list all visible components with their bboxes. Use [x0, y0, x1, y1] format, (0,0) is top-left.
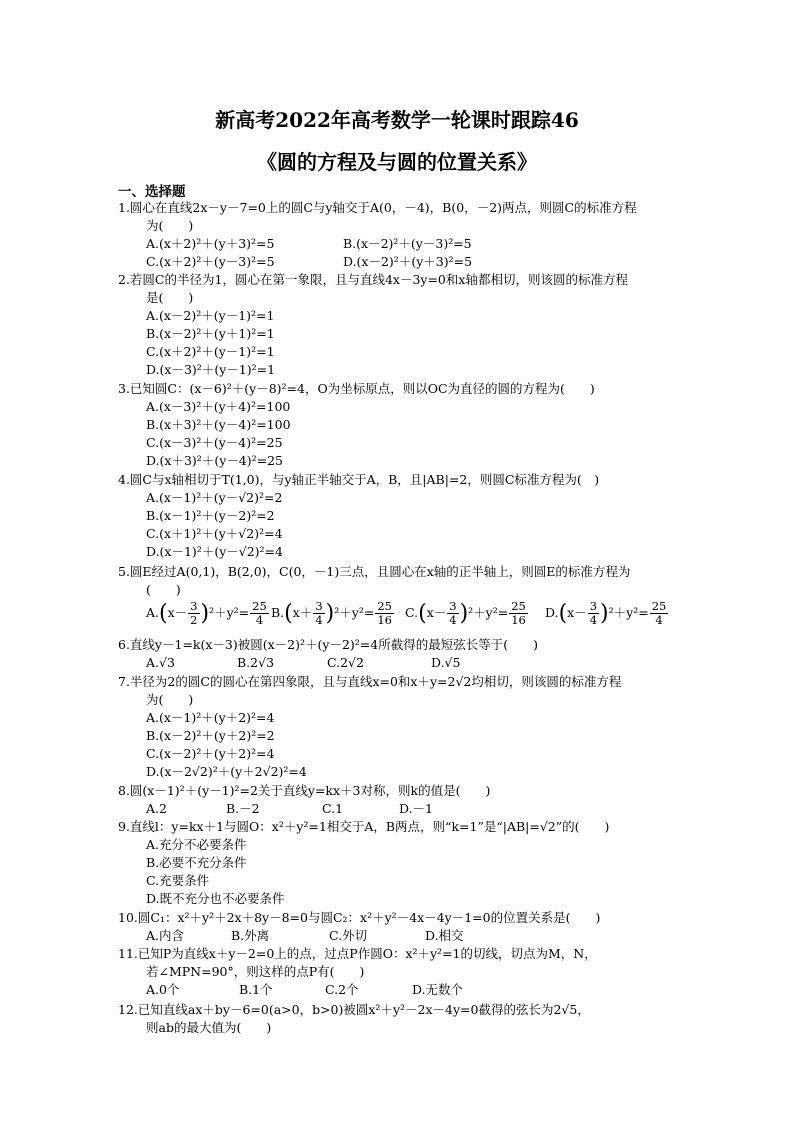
question-7-option-c: C.(x－2)²＋(y＋2)²=4	[146, 746, 275, 761]
option-c: C.2个	[325, 982, 359, 997]
document-subtitle: 《圆的方程及与圆的位置关系》	[257, 150, 537, 174]
option-c: C.1	[322, 801, 344, 816]
question-3-option-a: A.(x－3)²＋(y＋4)²=100	[146, 399, 291, 414]
question-4-option-a: A.(x－1)²＋(y－√2)²=2	[146, 490, 283, 505]
option-b: B.2√3	[237, 655, 275, 670]
question-4-stem: 4.圆C与x轴相切于T(1,0)，与y轴正半轴交于A，B，且|AB|=2，则圆C标准方程为( )	[118, 472, 600, 487]
question-6-stem: 6.直线y－1=k(x－3)被圆(x－2)²＋(y－2)²=4所截得的最短弦长等于( )	[118, 637, 538, 652]
question-1-stem-cont: 为( )	[146, 218, 194, 233]
option-a: A.内含	[146, 928, 185, 943]
question-5-option-d: D.(x－ $\frac{3}{4}$ )²＋y²= $\frac{25}{4}$	[545, 599, 667, 627]
question-4-option-c: C.(x＋1)²＋(y＋√2)²=4	[146, 526, 283, 541]
question-9-option-d: D.既不充分也不必要条件	[146, 891, 285, 906]
question-9-option-b: B.必要不充分条件	[146, 855, 247, 870]
question-2-option-a: A.(x－2)²＋(y－1)²=1	[146, 308, 275, 323]
question-11-options	[146, 982, 546, 998]
option-a: A.0个	[146, 982, 180, 997]
question-5-option-c: C.(x－ $\frac{3}{4}$ )²＋y²= $\frac{25}{16}$	[405, 599, 526, 627]
question-4-option-d: D.(x－1)²＋(y－√2)²=4	[146, 544, 283, 559]
option-b: B.－2	[226, 801, 260, 816]
question-3-option-b: B.(x＋3)²＋(y－4)²=100	[146, 417, 291, 432]
question-10-stem: 10.圆C₁：x²＋y²＋2x＋8y－8=0与圆C₂：x²＋y²－4x－4y－1=0的位置关系是( )	[118, 910, 601, 925]
question-2-option-c: C.(x＋2)²＋(y－1)²=1	[146, 344, 275, 359]
fraction: $\frac{3}{2}$	[190, 599, 198, 627]
question-11-stem: 11.已知P为直线x＋y－2=0上的点，过点P作圆O：x²＋y²=1的切线，切点为M，N，	[118, 946, 597, 961]
section-heading: 一、选择题	[118, 184, 186, 200]
fraction: $\frac{3}{4}$	[589, 599, 598, 627]
question-5-stem-cont: ( )	[146, 582, 181, 597]
option-d: D.－1	[399, 801, 434, 816]
option-d: D.无数个	[412, 982, 464, 997]
option-a: A.(x＋2)²＋(y＋3)²=5	[146, 236, 275, 251]
question-6-options	[146, 655, 546, 671]
fraction: $\frac{3}{4}$	[315, 599, 323, 627]
question-1-options-row2	[146, 254, 626, 270]
option-d: D.(x－2)²＋(y＋3)²=5	[343, 254, 473, 269]
question-7-option-b: B.(x－2)²＋(y＋2)²=2	[146, 728, 275, 743]
question-2-option-b: B.(x－2)²＋(y＋1)²=1	[146, 326, 275, 341]
option-b: B.(x－2)²＋(y－3)²=5	[343, 236, 472, 251]
question-10-options	[146, 928, 546, 944]
fraction: $\frac{25}{4}$	[651, 599, 667, 627]
question-3-option-c: C.(x－3)²＋(y－4)²=25	[146, 435, 283, 450]
option-a: A.2	[146, 801, 167, 816]
question-2-option-d: D.(x－3)²＋(y－1)²=1	[146, 362, 276, 377]
option-d: D.相交	[425, 928, 464, 943]
question-1-stem: 1.圆心在直线2x－y－7=0上的圆C与y轴交于A(0，－4)，B(0，－2)两点，则圆C的标准方程	[118, 200, 637, 215]
question-2-stem-cont: 是( )	[146, 290, 194, 305]
question-9-option-a: A.充分不必要条件	[146, 837, 247, 852]
question-5-option-b: B.(x＋ $\frac{3}{4}$ )²＋y²= $\frac{25}{16}$	[271, 599, 392, 627]
option-b: B.外离	[231, 928, 270, 943]
question-3-stem: 3.已知圆C：(x－6)²＋(y－8)²=4，O为坐标原点，则以OC为直径的圆的方程为( )	[118, 381, 595, 396]
question-9-option-c: C.充要条件	[146, 873, 210, 888]
option-b: B.1个	[239, 982, 273, 997]
question-1-options-row1	[146, 236, 626, 252]
question-8-options	[146, 801, 546, 817]
document-title: 新高考2022年高考数学一轮课时跟踪46	[215, 108, 579, 132]
question-11-stem-cont: 若∠MPN=90°，则这样的点P有( )	[146, 964, 365, 979]
option-d: D.√5	[431, 655, 461, 670]
fraction: $\frac{25}{16}$	[511, 599, 526, 627]
question-3-option-d: D.(x＋3)²＋(y－4)²=25	[146, 453, 283, 468]
question-8-stem: 8.圆(x－1)²＋(y－1)²=2关于直线y=kx＋3对称，则k的值是( )	[118, 783, 491, 798]
fraction: $\frac{3}{4}$	[449, 599, 457, 627]
fraction: $\frac{25}{4}$	[252, 599, 267, 627]
fraction: $\frac{25}{16}$	[377, 599, 392, 627]
question-7-option-d: D.(x－2√2)²＋(y＋2√2)²=4	[146, 764, 307, 779]
question-2-stem: 2.若圆C的半径为1，圆心在第一象限，且与直线4x－3y=0和x轴都相切，则该圆的标准方程	[118, 272, 628, 287]
question-7-stem: 7.半径为2的圆C的圆心在第四象限，且与直线x=0和x＋y=2√2均相切，则该圆的标准方程	[118, 674, 622, 689]
option-c: C.外切	[329, 928, 368, 943]
question-5-stem: 5.圆E经过A(0,1)，B(2,0)，C(0，－1)三点，且圆心在x轴的正半轴上，则圆E的标准方程为	[118, 564, 631, 579]
question-5-option-a: A.(x－ $\frac{3}{2}$ )²＋y²= $\frac{25}{4}$	[146, 599, 267, 627]
option-c: C.2√2	[327, 655, 364, 670]
question-7-stem-cont: 为( )	[146, 692, 194, 707]
question-7-option-a: A.(x－1)²＋(y＋2)²=4	[146, 710, 275, 725]
question-12-stem-cont: 则ab的最大值为( )	[146, 1020, 272, 1035]
question-9-stem: 9.直线l：y=kx＋1与圆O：x²＋y²=1相交于A，B两点，则“k=1”是“|AB|=√2”的( )	[118, 819, 610, 834]
option-a: A.√3	[146, 655, 175, 670]
question-4-option-b: B.(x－1)²＋(y－2)²=2	[146, 508, 275, 523]
option-c: C.(x＋2)²＋(y－3)²=5	[146, 254, 275, 269]
question-12-stem: 12.已知直线ax＋by－6=0(a>0，b>0)被圆x²＋y²－2x－4y=0截得的弦长为2√5，	[118, 1002, 590, 1017]
